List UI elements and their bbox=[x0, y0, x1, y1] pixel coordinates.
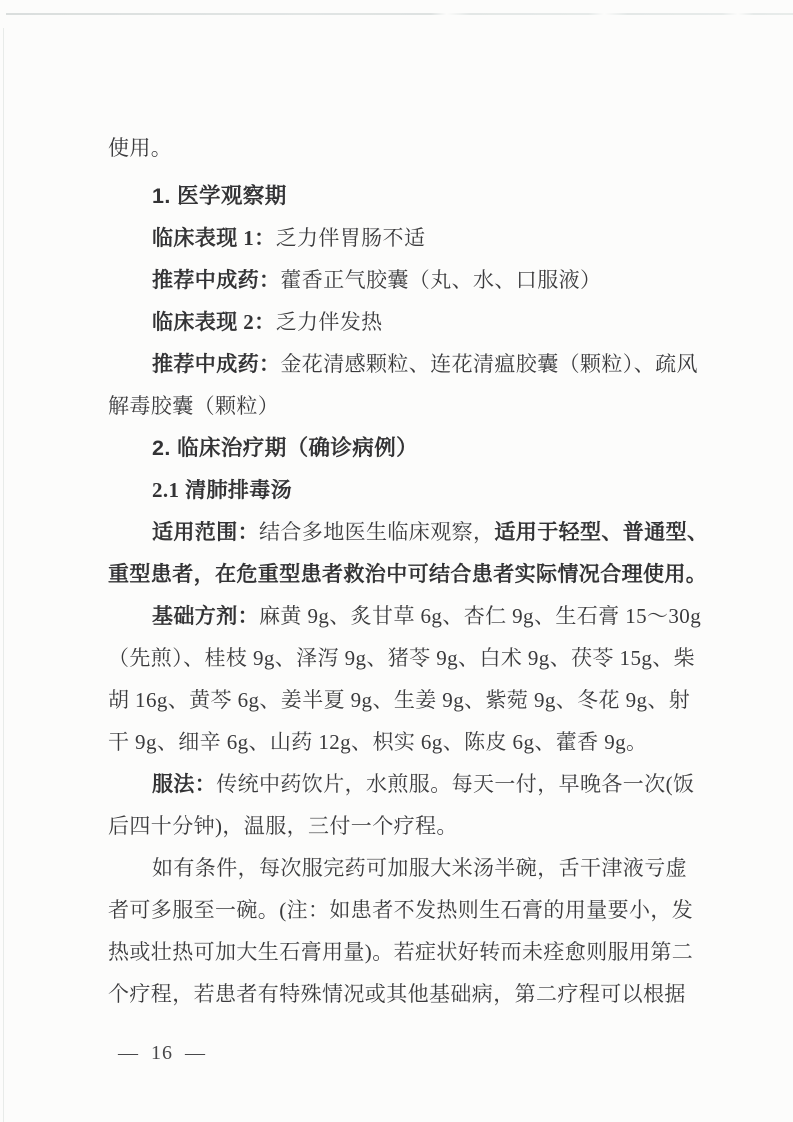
text-segment: （先煎）、桂枝 9g、泽泻 9g、猪苓 9g、白术 9g、茯苓 15g、柴 bbox=[108, 646, 696, 670]
clinical-presentation-1 bbox=[108, 217, 688, 259]
text-segment: 者可多服至一碗。(注：如患者不发热则生石膏的用量要小，发 bbox=[108, 898, 694, 922]
administration-line1 bbox=[108, 763, 695, 805]
base-formula-line2 bbox=[108, 637, 696, 679]
recommended-medicine-2-line1 bbox=[108, 343, 698, 385]
base-formula-line1 bbox=[108, 595, 702, 637]
recommended-medicine-2-line2 bbox=[108, 385, 688, 427]
text-segment: 适用于轻型、普通型、 bbox=[494, 520, 709, 544]
scan-artifact-left-line bbox=[3, 28, 4, 1122]
text-segment: 个疗程，若患者有特殊情况或其他基础病，第二疗程可以根据 bbox=[108, 982, 686, 1006]
section-2-1-heading bbox=[108, 469, 688, 511]
text-segment: 金花清感颗粒、连花清瘟胶囊（颗粒）、疏风 bbox=[280, 352, 698, 376]
base-formula-line3 bbox=[108, 679, 691, 721]
scope-line1 bbox=[108, 511, 709, 553]
note-line3 bbox=[108, 931, 694, 973]
text-segment: 干 9g、细辛 6g、山药 12g、枳实 6g、陈皮 6g、藿香 9g。 bbox=[108, 730, 648, 754]
clinical-presentation-2 bbox=[108, 301, 688, 343]
administration-line2 bbox=[108, 805, 688, 847]
text-segment: 结合多地医生临床观察， bbox=[259, 520, 495, 544]
text-segment: 推荐中成药： bbox=[152, 352, 281, 376]
text-segment: 藿香正气胶囊（丸、水、口服液） bbox=[280, 268, 602, 292]
text-segment: 1. 医学观察期 bbox=[152, 184, 287, 208]
text-segment: 如有条件，每次服完药可加服大米汤半碗，舌干津液亏虚 bbox=[152, 856, 687, 880]
text-segment: 2.1 清肺排毒汤 bbox=[152, 478, 293, 502]
text-segment: 服法： bbox=[152, 772, 217, 796]
section-1-heading bbox=[108, 175, 688, 217]
document-body bbox=[108, 127, 709, 1015]
para-continuation bbox=[108, 127, 688, 169]
section-2-heading bbox=[108, 427, 688, 469]
text-segment: 热或壮热可加大生石膏用量)。若症状好转而未痊愈则服用第二 bbox=[108, 940, 694, 964]
text-segment: 重型患者，在危重型患者救治中可结合患者实际情况合理使用。 bbox=[108, 562, 708, 586]
text-segment: 2. 临床治疗期（确诊病例） bbox=[152, 436, 419, 460]
text-segment: 后四十分钟)，温服，三付一个疗程。 bbox=[108, 814, 458, 838]
text-segment: 推荐中成药： bbox=[152, 268, 281, 292]
text-segment: 临床表现 2： bbox=[152, 310, 276, 334]
text-segment: 胡 16g、黄芩 6g、姜半夏 9g、生姜 9g、紫菀 9g、冬花 9g、射 bbox=[108, 688, 691, 712]
text-segment: 麻黄 9g、炙甘草 6g、杏仁 9g、生石膏 15～30g bbox=[259, 604, 702, 628]
note-line1 bbox=[108, 847, 688, 889]
note-line2 bbox=[108, 889, 694, 931]
scope-line2 bbox=[108, 553, 708, 595]
scan-artifact-top-line bbox=[6, 13, 793, 15]
text-segment: 乏力伴胃肠不适 bbox=[275, 226, 426, 250]
text-segment: 使用。 bbox=[108, 136, 173, 160]
base-formula-line4 bbox=[108, 721, 688, 763]
note-line4 bbox=[108, 973, 688, 1015]
recommended-medicine-1 bbox=[108, 259, 688, 301]
text-segment: 临床表现 1： bbox=[152, 226, 276, 250]
text-segment: 基础方剂： bbox=[152, 604, 259, 628]
text-segment: 适用范围： bbox=[152, 520, 259, 544]
text-segment: 乏力伴发热 bbox=[275, 310, 383, 334]
text-segment: 传统中药饮片，水煎服。每天一付，早晚各一次(饭 bbox=[216, 772, 695, 796]
text-segment: 解毒胶囊（颗粒） bbox=[108, 394, 280, 418]
page-number: — 16 — bbox=[118, 1042, 206, 1064]
